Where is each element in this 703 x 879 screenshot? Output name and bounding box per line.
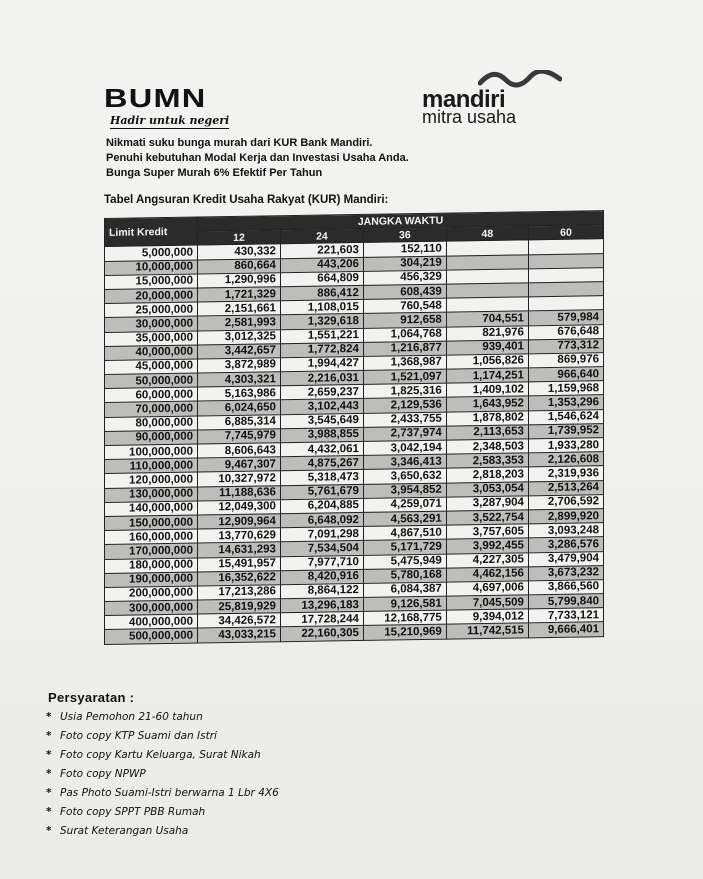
installment-cell: 3,287,904 (446, 496, 528, 511)
installment-cell (446, 254, 528, 269)
bumn-tagline: Hadir untuk negeri (110, 114, 230, 127)
intro-line: Bunga Super Murah 6% Efektif Per Tahun (106, 167, 323, 179)
limit-cell: 80,000,000 (105, 416, 198, 432)
installment-cell (446, 269, 528, 284)
installment-cell: 7,745,979 (198, 429, 281, 444)
requirement-item (46, 708, 279, 727)
installment-cell: 3,673,232 (528, 565, 603, 580)
installment-cell: 860,664 (198, 258, 281, 273)
installment-cell: 15,491,957 (198, 556, 281, 571)
installment-cell: 22,160,305 (280, 626, 363, 641)
installment-cell: 7,045,509 (446, 595, 528, 610)
installment-cell: 3,866,560 (528, 580, 603, 595)
installment-cell: 773,312 (528, 338, 603, 353)
installment-cell: 3,992,455 (446, 538, 528, 553)
bullet-star-icon: * (46, 825, 52, 837)
installment-cell: 8,420,916 (280, 569, 363, 584)
installment-cell: 3,012,325 (198, 329, 281, 344)
installment-cell: 4,563,291 (363, 511, 446, 526)
installment-cell: 821,976 (446, 325, 528, 340)
installment-cell: 6,084,387 (363, 582, 446, 597)
installment-cell (528, 282, 603, 297)
limit-cell: 5,000,000 (105, 245, 198, 261)
installment-cell: 430,332 (198, 244, 281, 259)
limit-cell: 160,000,000 (105, 529, 198, 545)
table-body (105, 239, 604, 644)
requirement-text: Foto copy NPWP (60, 768, 146, 780)
installment-cell: 2,818,203 (446, 467, 528, 482)
requirement-text: Foto copy KTP Suami dan Istri (60, 730, 217, 742)
installment-cell: 2,216,031 (280, 370, 363, 385)
installment-cell: 2,151,661 (198, 301, 281, 316)
limit-cell: 10,000,000 (105, 260, 198, 276)
installment-cell: 5,318,473 (280, 470, 363, 485)
installment-cell: 3,102,443 (280, 399, 363, 414)
installment-cell: 6,204,885 (280, 498, 363, 513)
installment-cell: 17,213,286 (198, 585, 281, 600)
installment-cell: 13,770,629 (198, 528, 281, 543)
bullet-star-icon: * (46, 749, 52, 761)
limit-cell: 30,000,000 (105, 316, 198, 332)
bullet-star-icon: * (46, 711, 52, 723)
intro-line: Penuhi kebutuhan Modal Kerja dan Investasi Usaha Anda. (106, 152, 409, 164)
installment-cell: 1,551,221 (280, 328, 363, 343)
installment-cell: 1,064,768 (363, 327, 446, 342)
installment-cell: 2,129,536 (363, 398, 446, 413)
installment-cell: 1,174,251 (446, 368, 528, 383)
installment-cell: 4,303,321 (198, 372, 281, 387)
installment-cell: 1,108,015 (280, 300, 363, 315)
installment-cell: 2,659,237 (280, 385, 363, 400)
installment-cell: 1,409,102 (446, 382, 528, 397)
installment-cell: 1,353,296 (528, 395, 603, 410)
installment-cell: 3,286,576 (528, 537, 603, 552)
term-header: 24 (280, 229, 363, 244)
requirement-text: Foto copy SPPT PBB Rumah (60, 806, 206, 818)
installment-cell: 6,648,092 (280, 512, 363, 527)
installment-cell: 3,522,754 (446, 510, 528, 525)
installment-cell: 1,643,952 (446, 396, 528, 411)
installment-cell: 12,049,300 (198, 499, 281, 514)
installment-cell: 3,650,632 (363, 468, 446, 483)
installment-cell: 9,467,307 (198, 457, 281, 472)
bumn-logo (104, 85, 229, 129)
limit-cell: 170,000,000 (105, 543, 198, 559)
installment-cell: 4,259,071 (363, 497, 446, 512)
installment-cell: 4,875,267 (280, 456, 363, 471)
requirement-item (46, 822, 279, 841)
intro-text (106, 136, 409, 181)
limit-cell: 180,000,000 (105, 558, 198, 574)
installment-cell: 3,442,657 (198, 343, 281, 358)
installment-cell: 2,319,936 (528, 466, 603, 481)
installment-cell: 34,426,572 (198, 613, 281, 628)
installment-cell: 1,290,996 (198, 272, 281, 287)
limit-cell: 25,000,000 (105, 302, 198, 318)
limit-cell: 15,000,000 (105, 274, 198, 290)
requirement-item (46, 803, 279, 822)
installment-cell: 1,329,618 (280, 314, 363, 329)
requirements-list (46, 708, 279, 841)
installment-cell: 3,988,855 (280, 427, 363, 442)
limit-cell: 20,000,000 (105, 288, 198, 304)
intro-line: Nikmati suku bunga murah dari KUR Bank Mandiri. (106, 137, 373, 149)
installment-cell: 704,551 (446, 311, 528, 326)
installment-cell: 17,728,244 (280, 612, 363, 627)
limit-cell: 140,000,000 (105, 501, 198, 517)
installment-cell: 579,984 (528, 310, 603, 325)
table-title: Tabel Angsuran Kredit Usaha Rakyat (KUR) Mandiri: (104, 194, 389, 206)
installment-cell: 8,606,643 (198, 443, 281, 458)
installment-cell: 7,733,121 (528, 608, 603, 623)
limit-cell: 190,000,000 (105, 572, 198, 588)
limit-cell: 35,000,000 (105, 331, 198, 347)
installment-cell: 3,954,852 (363, 483, 446, 498)
installment-cell: 16,352,622 (198, 570, 281, 585)
installment-cell: 456,329 (363, 270, 446, 285)
installment-cell (446, 297, 528, 312)
limit-cell: 150,000,000 (105, 515, 198, 531)
installment-cell: 966,640 (528, 367, 603, 382)
installment-cell: 2,513,264 (528, 480, 603, 495)
bullet-star-icon: * (46, 768, 52, 780)
requirement-text: Pas Photo Suami-Istri berwarna 1 Lbr 4X6 (60, 787, 279, 799)
installment-cell (528, 296, 603, 311)
bullet-star-icon: * (46, 787, 52, 799)
limit-cell: 70,000,000 (105, 401, 198, 417)
installment-cell: 9,666,401 (528, 622, 603, 637)
installment-cell: 760,548 (363, 298, 446, 313)
requirement-text: Usia Pemohon 21-60 tahun (60, 711, 203, 723)
bullet-star-icon: * (46, 730, 52, 742)
installment-cell: 5,163,986 (198, 386, 281, 401)
installment-cell: 3,545,649 (280, 413, 363, 428)
installment-cell: 664,809 (280, 271, 363, 286)
installment-cell: 2,737,974 (363, 426, 446, 441)
installment-cell (528, 267, 603, 282)
installment-cell: 676,648 (528, 324, 603, 339)
installment-cell: 1,739,952 (528, 423, 603, 438)
installment-cell: 2,581,993 (198, 315, 281, 330)
installment-cell: 11,742,515 (446, 623, 528, 638)
installment-cell: 1,772,824 (280, 342, 363, 357)
installment-cell (528, 253, 603, 268)
installment-cell: 152,110 (363, 241, 446, 256)
installment-cell: 939,401 (446, 340, 528, 355)
installment-cell: 2,348,503 (446, 439, 528, 454)
installment-cell: 1,216,877 (363, 341, 446, 356)
installment-cell: 1,933,280 (528, 438, 603, 453)
bullet-star-icon: * (46, 806, 52, 818)
installment-cell: 1,994,427 (280, 356, 363, 371)
installment-cell: 3,346,413 (363, 454, 446, 469)
installment-cell: 304,219 (363, 256, 446, 271)
installment-cell: 1,721,329 (198, 287, 281, 302)
installment-cell: 2,706,592 (528, 494, 603, 509)
installment-cell: 3,042,194 (363, 440, 446, 455)
requirement-text: Foto copy Kartu Keluarga, Surat Nikah (60, 749, 261, 761)
installment-cell: 6,024,650 (198, 400, 281, 415)
installment-cell: 886,412 (280, 285, 363, 300)
limit-cell: 110,000,000 (105, 458, 198, 474)
installment-cell: 2,899,920 (528, 509, 603, 524)
requirement-item (46, 765, 279, 784)
limit-cell: 45,000,000 (105, 359, 198, 375)
requirement-item (46, 784, 279, 803)
installment-cell: 3,053,054 (446, 481, 528, 496)
installment-cell: 11,188,636 (198, 485, 281, 500)
requirements-title: Persyaratan : (48, 690, 135, 705)
limit-cell: 50,000,000 (105, 373, 198, 389)
limit-column-header: Limit Kredit (105, 217, 198, 247)
installment-cell: 4,227,305 (446, 552, 528, 567)
installment-table (104, 210, 604, 644)
installment-cell: 1,056,826 (446, 354, 528, 369)
installment-cell: 2,583,353 (446, 453, 528, 468)
installment-cell: 43,033,215 (198, 627, 281, 642)
limit-cell: 300,000,000 (105, 600, 198, 616)
limit-cell: 200,000,000 (105, 586, 198, 602)
installment-cell: 1,159,968 (528, 381, 603, 396)
installment-cell: 8,864,122 (280, 583, 363, 598)
installment-cell: 12,168,775 (363, 610, 446, 625)
installment-cell: 15,210,969 (363, 625, 446, 640)
installment-cell: 3,479,904 (528, 551, 603, 566)
installment-cell: 5,780,168 (363, 568, 446, 583)
limit-cell: 120,000,000 (105, 472, 198, 488)
requirement-item (46, 746, 279, 765)
installment-cell: 4,432,061 (280, 441, 363, 456)
installment-cell: 1,825,316 (363, 383, 446, 398)
term-header: 12 (198, 230, 281, 245)
limit-cell: 40,000,000 (105, 345, 198, 361)
installment-cell: 2,126,608 (528, 452, 603, 467)
installment-cell: 5,171,729 (363, 539, 446, 554)
limit-cell: 500,000,000 (105, 628, 198, 644)
installment-cell: 4,697,006 (446, 581, 528, 596)
limit-cell: 90,000,000 (105, 430, 198, 446)
installment-cell: 869,976 (528, 353, 603, 368)
installment-cell: 2,113,653 (446, 425, 528, 440)
installment-cell: 6,885,314 (198, 414, 281, 429)
installment-cell: 912,658 (363, 312, 446, 327)
requirement-item (46, 727, 279, 746)
installment-cell: 5,475,949 (363, 554, 446, 569)
installment-cell: 608,439 (363, 284, 446, 299)
installment-cell: 7,977,710 (280, 555, 363, 570)
limit-cell: 400,000,000 (105, 614, 198, 630)
installment-cell: 3,757,605 (446, 524, 528, 539)
installment-cell: 9,394,012 (446, 609, 528, 624)
installment-cell: 3,872,989 (198, 358, 281, 373)
limit-cell: 100,000,000 (105, 444, 198, 460)
installment-cell: 221,603 (280, 243, 363, 258)
requirement-text: Surat Keterangan Usaha (60, 825, 189, 837)
installment-cell: 1,878,802 (446, 410, 528, 425)
installment-cell: 4,462,156 (446, 567, 528, 582)
installment-cell (446, 283, 528, 298)
mandiri-subtitle: mitra usaha (422, 107, 517, 127)
installment-cell: 5,799,840 (528, 594, 603, 609)
installment-cell: 3,093,248 (528, 523, 603, 538)
installment-cell: 4,867,510 (363, 525, 446, 540)
limit-cell: 130,000,000 (105, 487, 198, 503)
installment-cell (446, 240, 528, 255)
limit-cell: 60,000,000 (105, 387, 198, 403)
installment-cell: 7,091,298 (280, 527, 363, 542)
installment-cell: 7,534,504 (280, 541, 363, 556)
installment-cell: 9,126,581 (363, 596, 446, 611)
installment-cell: 2,433,755 (363, 412, 446, 427)
installment-cell: 25,819,929 (198, 599, 281, 614)
installment-cell: 1,546,624 (528, 409, 603, 424)
term-group-header: JANGKA WAKTU (198, 211, 604, 232)
installment-cell: 1,368,987 (363, 355, 446, 370)
installment-cell: 1,521,097 (363, 369, 446, 384)
installment-cell: 10,327,972 (198, 471, 281, 486)
mandiri-logo-text: mandiri (422, 86, 506, 113)
installment-cell: 5,761,679 (280, 484, 363, 499)
term-header: 36 (363, 227, 446, 242)
term-header: 48 (446, 226, 528, 241)
term-header: 60 (528, 225, 603, 240)
installment-cell: 14,631,293 (198, 542, 281, 557)
bumn-logo-text: BUMN (104, 83, 207, 113)
installment-cell: 12,909,964 (198, 514, 281, 529)
installment-cell: 443,206 (280, 257, 363, 272)
installment-cell (528, 239, 603, 254)
installment-cell: 13,296,183 (280, 597, 363, 612)
